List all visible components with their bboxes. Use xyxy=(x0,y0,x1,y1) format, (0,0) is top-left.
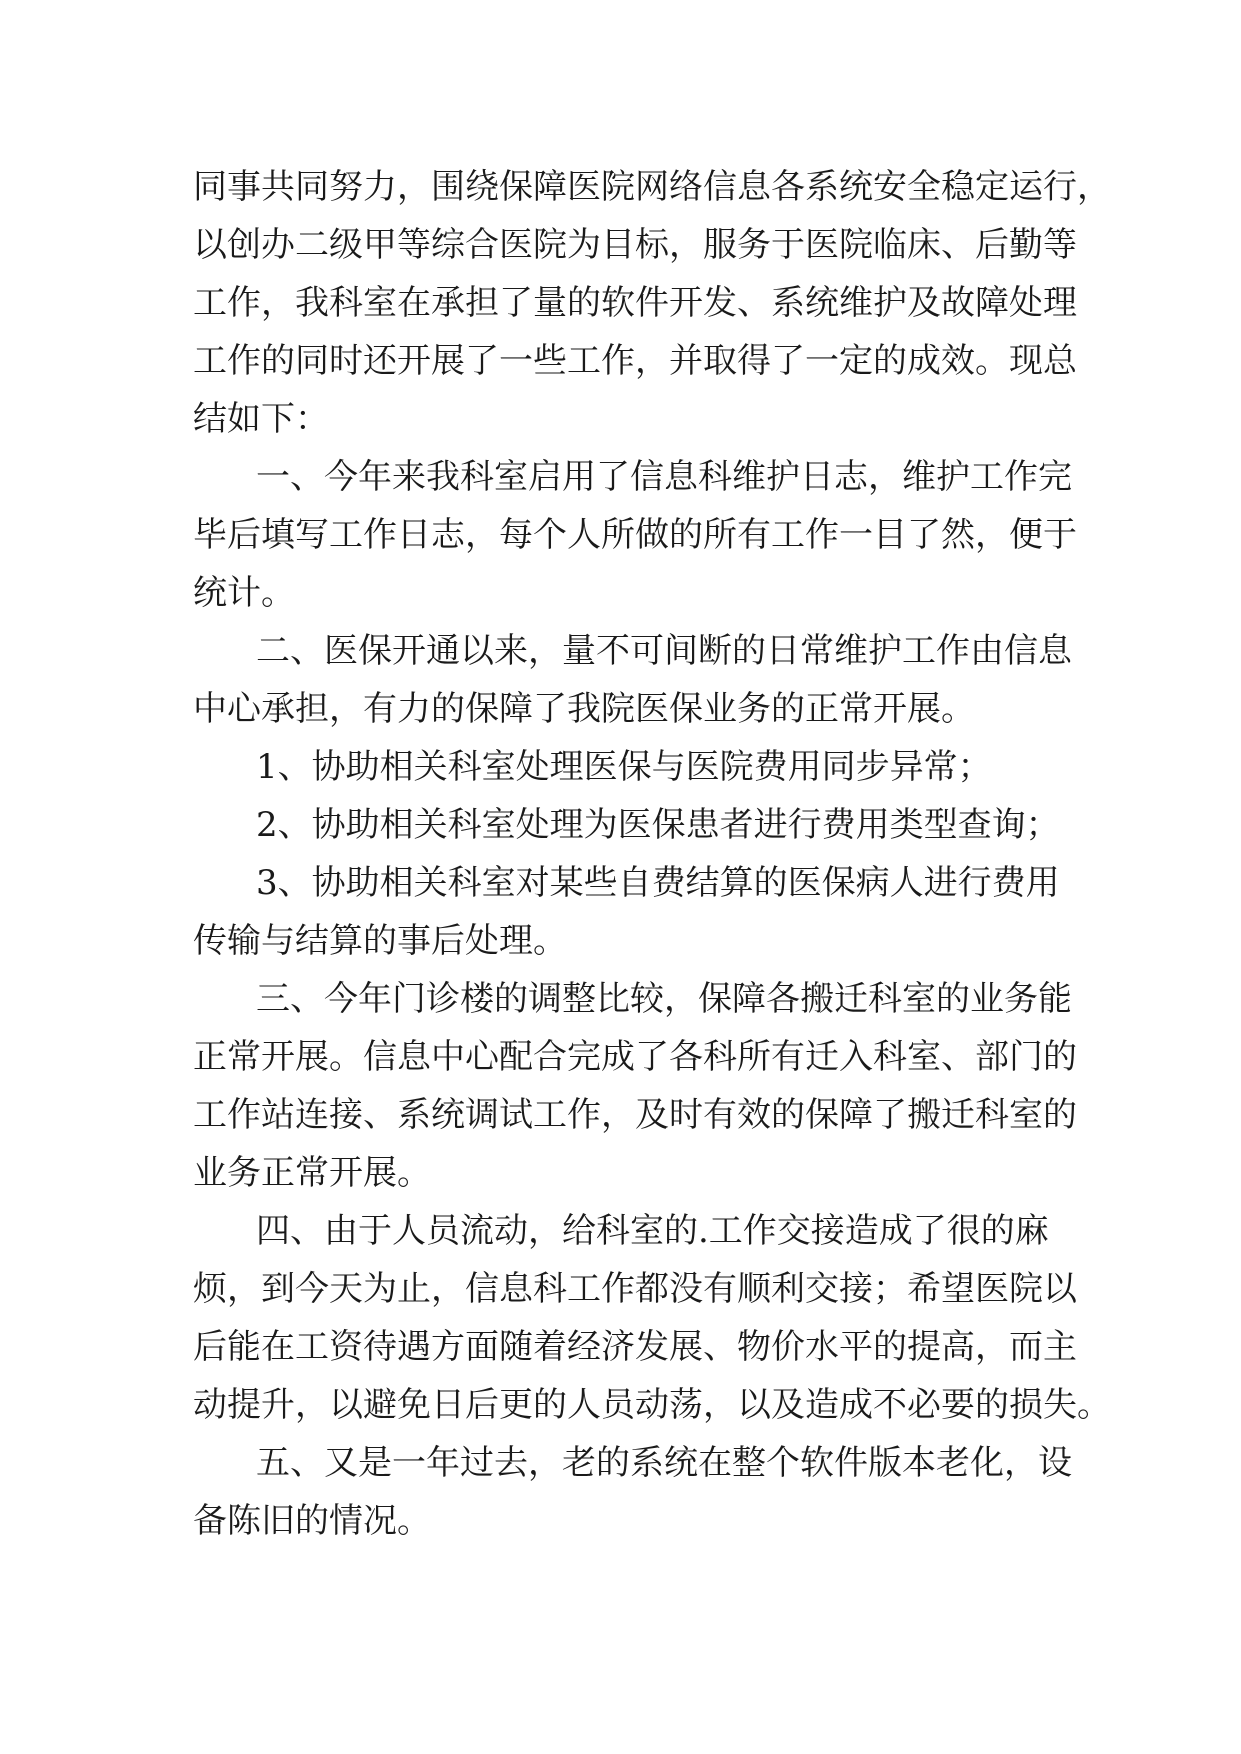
paragraph-start-line: 三、今年门诊楼的调整比较，保障各搬迁科室的业务能 xyxy=(256,979,1072,1019)
text-line: 中心承担，有力的保障了我院医保业务的正常开展。 xyxy=(193,689,975,729)
text-line: 后能在工资待遇方面随着经济发展、物价水平的提高，而主 xyxy=(193,1327,1077,1367)
paragraph-start-line: 一、今年来我科室启用了信息科维护日志，维护工作完 xyxy=(256,457,1072,497)
text-line: 统计。 xyxy=(193,573,295,613)
text-line: 工作站连接、系统调试工作，及时有效的保障了搬迁科室的 xyxy=(193,1095,1077,1135)
paragraph-start-line: 四、由于人员流动，给科室的.工作交接造成了很的麻 xyxy=(256,1211,1049,1251)
text-line: 烦，到今天为止，信息科工作都没有顺利交接；希望医院以 xyxy=(193,1269,1077,1309)
paragraph-start-line: 二、医保开通以来，量不可间断的日常维护工作由信息 xyxy=(256,631,1072,671)
list-item-line: 1、协助相关科室处理医保与医院费用同步异常； xyxy=(256,747,992,787)
text-line: 工作的同时还开展了一些工作，并取得了一定的成效。现总 xyxy=(193,341,1077,381)
paragraph-start-line: 五、又是一年过去，老的系统在整个软件版本老化，设 xyxy=(256,1443,1072,1483)
text-line: 结如下： xyxy=(193,399,329,439)
text-line: 业务正常开展。 xyxy=(193,1153,431,1193)
text-line: 备陈旧的情况。 xyxy=(193,1501,431,1541)
text-line: 正常开展。信息中心配合完成了各科所有迁入科室、部门的 xyxy=(193,1037,1077,1077)
text-line: 同事共同努力，围绕保障医院网络信息各系统安全稳定运行， xyxy=(193,167,1111,207)
text-line: 传输与结算的事后处理。 xyxy=(193,921,567,961)
text-line: 毕后填写工作日志，每个人所做的所有工作一目了然，便于 xyxy=(193,515,1077,555)
list-item-line: 3、协助相关科室对某些自费结算的医保病人进行费用 xyxy=(256,863,1060,903)
list-item-line: 2、协助相关科室处理为医保患者进行费用类型查询； xyxy=(256,805,1060,845)
text-line: 动提升，以避免日后更的人员动荡，以及造成不必要的损失。 xyxy=(193,1385,1111,1425)
text-line: 以创办二级甲等综合医院为目标，服务于医院临床、后勤等 xyxy=(193,225,1077,265)
text-line: 工作，我科室在承担了量的软件开发、系统维护及故障处理 xyxy=(193,283,1077,323)
